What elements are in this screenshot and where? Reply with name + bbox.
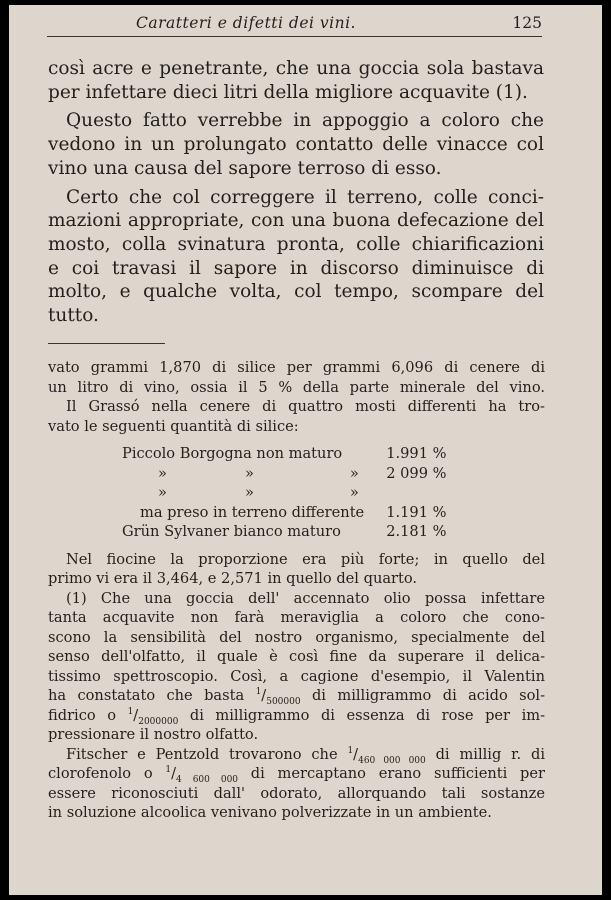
text-line: mosto, colla svinatura pronta, colle chiarificazioni <box>48 233 544 255</box>
paragraph <box>48 186 544 328</box>
running-header <box>47 12 542 37</box>
table-cell: ma preso in terreno differente <box>140 503 365 521</box>
note-line: un litro di vino, ossia il 5 % della parte minerale del vino. <box>48 378 545 396</box>
text-line: vino una causa del sapore terroso di esso. <box>48 157 442 179</box>
table-cell: » » » <box>158 484 359 501</box>
table-row <box>122 483 447 503</box>
footnote-rule <box>48 343 165 344</box>
note-line: senso dell'olfatto, il quale è così fine da superare il delica- <box>48 648 545 665</box>
table-cell: Piccolo Borgogna non maturo <box>122 445 343 462</box>
note-line: ha constatato che basta $^1/_{500000}$ di milligrammo di acido sol- <box>48 687 546 707</box>
table-value: 2.181 % <box>386 523 447 540</box>
note-line: (1) Che una goccia dell' accennato olio possa infettare <box>66 589 545 607</box>
page-number: 125 <box>512 14 542 32</box>
table-value: 1.191 % <box>386 503 447 521</box>
text-line: mazioni appropriate, con una buona defecazione del <box>48 210 544 232</box>
book-page <box>9 5 602 895</box>
table-row <box>122 464 447 484</box>
table-cell: » » » <box>158 464 359 482</box>
paragraph <box>48 57 544 104</box>
note-line: scono la sensibilità del nostro organismo, specialmente del <box>48 628 545 646</box>
note-line: Nel fiocine la proporzione era più forte; in quello del <box>66 550 545 568</box>
running-title: Caratteri e difetti dei vini. <box>136 14 356 32</box>
note-line: Fitscher e Pentzold trovarono che $^1/_{460 000 000}$ di millig r. di <box>66 745 545 766</box>
note-line: tanta acquavite non farà meraviglia a coloro che cono- <box>48 609 545 626</box>
text-line: per infettare dieci litri della migliore acquavite (1). <box>48 81 528 103</box>
text-line: Questo fatto verrebbe in appoggio a coloro che <box>66 110 544 132</box>
note-line: clorofenolo o $^1/_{4 600 000}$ di mercaptano erano sufficienti per <box>48 765 545 785</box>
table-row <box>122 503 447 523</box>
note-line: in soluzione alcoolica venivano polverizzate in un ambiente. <box>48 804 492 821</box>
note-line: tissimo spettroscopio. Così, a cagione d'esempio, il Valentin <box>48 667 545 685</box>
table-row <box>122 444 447 464</box>
note-line: fidrico o $^1/_{2000000}$ di milligrammo di essenza di rose per im- <box>48 706 546 727</box>
note-line: Il Grassó nella cenere di quattro mosti differenti ha tro- <box>66 398 545 415</box>
note-line: primo vi era il 3,464, e 2,571 in quello del quarto. <box>48 570 418 587</box>
text-line: vedono in un prolungato contatto delle vinacce col <box>48 134 544 156</box>
table-row <box>122 522 447 542</box>
fraction: $^1/_{500000}$ <box>255 687 301 707</box>
note-line: essere riconosciuti dall' odorato, allorquando tali sostanze <box>48 784 545 802</box>
note-line: pressionare il nostro olfatto. <box>48 726 259 743</box>
text-line: tutto. <box>48 305 99 327</box>
silica-table <box>122 444 447 542</box>
footnotes <box>48 358 545 823</box>
text-line: molto, e qualche volta, col tempo, scompare del <box>48 281 544 303</box>
text-line: Certo che col correggere il terreno, colle conci- <box>66 186 544 208</box>
paragraph <box>48 109 544 180</box>
main-text <box>48 57 544 328</box>
text-line: così acre e penetrante, che una goccia sola bastava <box>48 58 544 79</box>
note-line: vato grammi 1,870 di silice per grammi 6,096 di cenere di <box>48 359 545 376</box>
note-line: vato le seguenti quantità di silice: <box>48 417 299 435</box>
table-value: 2 099 % <box>386 464 447 482</box>
table-value: 1.991 % <box>386 445 447 462</box>
table-value <box>364 483 446 503</box>
text-line: e coi travasi il sapore in discorso diminuisce di <box>48 257 544 279</box>
fraction: $^1/_{2000000}$ <box>127 706 179 727</box>
table-cell: Grün Sylvaner bianco maturo <box>122 523 341 540</box>
fraction: $^1/_{460 000 000}$ <box>347 745 426 766</box>
fraction: $^1/_{4 600 000}$ <box>165 765 239 785</box>
